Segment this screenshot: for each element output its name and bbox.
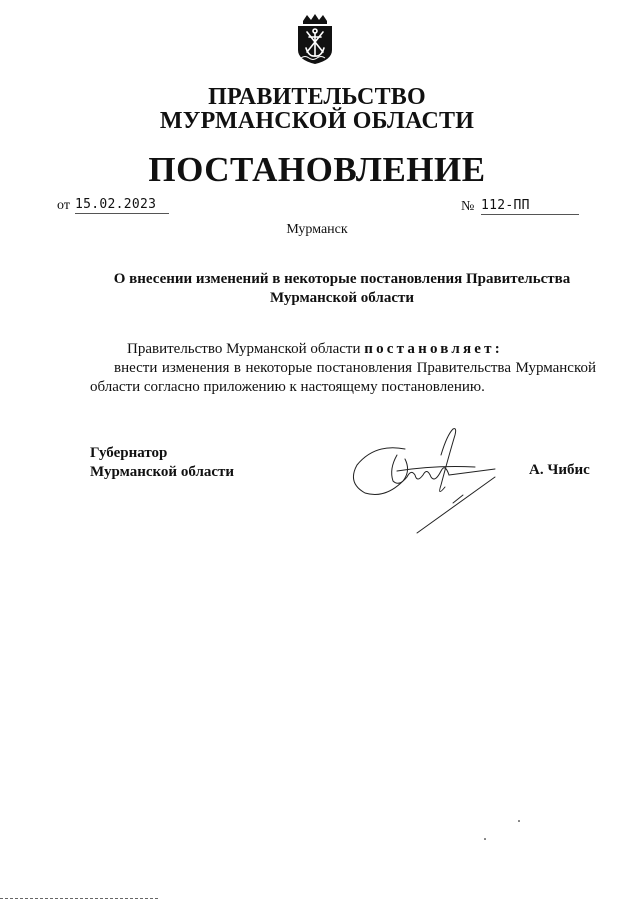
scan-speck (518, 820, 520, 822)
number-value: 112-ПП (481, 198, 579, 215)
subject-line2: Мурманской области (269, 290, 415, 306)
org-name-line1: ПРАВИТЕЛЬСТВО (208, 84, 426, 110)
number-prefix: № (461, 199, 475, 214)
handwritten-signature (345, 425, 520, 540)
document-body (90, 340, 596, 397)
date-prefix: от (57, 198, 70, 213)
number-field (461, 199, 579, 215)
coat-of-arms-icon (293, 12, 337, 66)
city-name: Мурманск (286, 222, 348, 237)
body-intro: Правительство Мурманской области (127, 341, 361, 357)
footer-divider (0, 898, 158, 899)
subject-line1: О внесении изменений в некоторые постановления Правительства (113, 271, 571, 287)
org-name-line2: МУРМАНСКОЙ ОБЛАСТИ (159, 108, 475, 134)
body-intro-paragraph (90, 340, 596, 359)
decree-word: постановляет: (364, 341, 503, 357)
date-value: 15.02.2023 (75, 197, 169, 214)
document-type-title: ПОСТАНОВЛЕНИЕ (148, 150, 486, 189)
body-text: внести изменения в некоторые постановления Правительства Мурманской области согласно приложению к настоящему постановлению. (90, 360, 596, 395)
signatory-name: А. Чибис (529, 462, 590, 478)
scan-speck (484, 838, 486, 840)
date-field (57, 197, 157, 214)
document-subject (90, 270, 594, 308)
signatory-title-line2: Мурманской области (90, 464, 235, 480)
signatory-title-line1: Губернатор (90, 445, 168, 461)
signatory-title (90, 444, 234, 482)
